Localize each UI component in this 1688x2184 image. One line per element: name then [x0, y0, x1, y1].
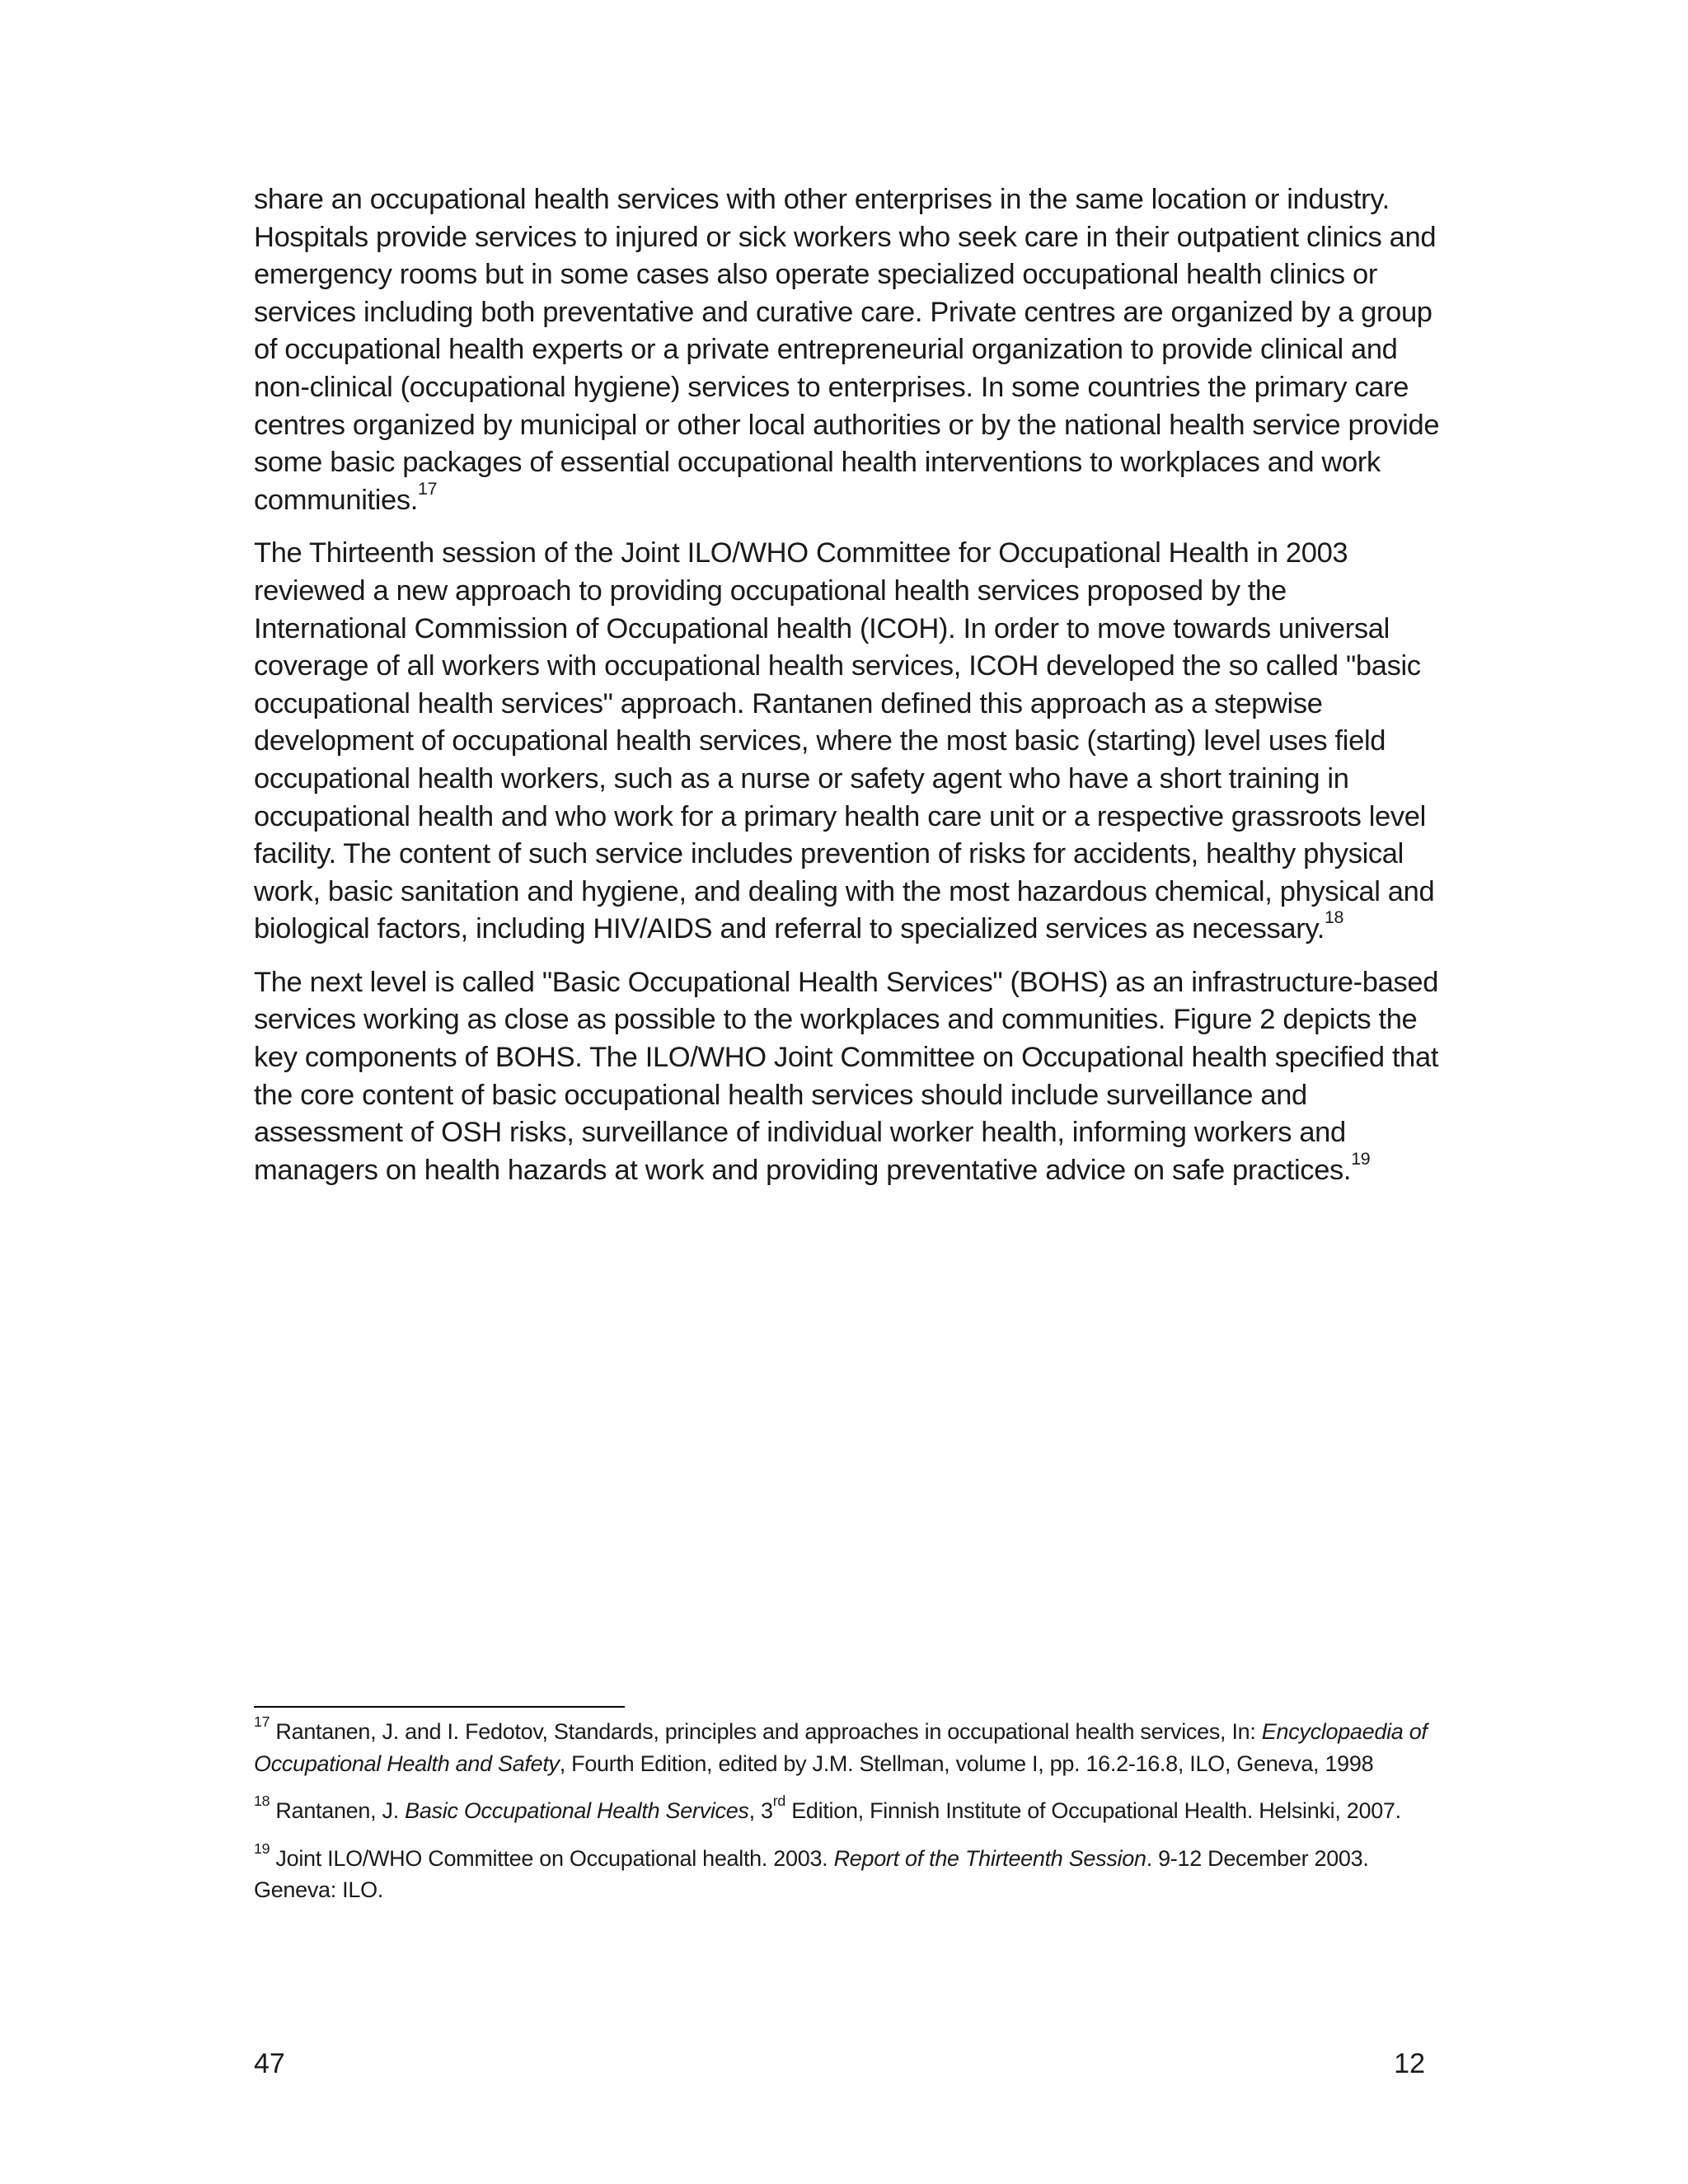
- footnote-number: 18: [254, 1792, 270, 1809]
- page-number-right: 12: [1394, 2048, 1425, 2079]
- footnote-17: [254, 1713, 1441, 1779]
- footnote-number: 17: [254, 1713, 270, 1730]
- footnote-title: Encyclopaedia of Occupational Health and Safety: [254, 1719, 1428, 1776]
- footnote-text: . 9-12 December 2003. Geneva: ILO.: [254, 1845, 1369, 1902]
- footnote-text: , 3: [748, 1798, 773, 1823]
- footnote-separator: [254, 1706, 625, 1708]
- paragraph-1: [254, 181, 1441, 519]
- footnote-text: Rantanen, J. and I. Fedotov, Standards, principles and approaches in occupational health services, In:: [270, 1719, 1262, 1744]
- footnote-text: Rantanen, J.: [270, 1798, 406, 1823]
- footnote-text: Joint ILO/WHO Committee on Occupational health. 2003.: [270, 1845, 834, 1871]
- footnote-text: , Fourth Edition, edited by J.M. Stellman, volume I, pp. 16.2-16.8, ILO, Geneva, 1998: [559, 1750, 1374, 1776]
- ordinal-suffix: rd: [772, 1792, 786, 1809]
- footnotes: [254, 1713, 1441, 1922]
- paragraph-3: [254, 964, 1441, 1190]
- footnote-ref-19[interactable]: 19: [1351, 1148, 1371, 1169]
- footnote-ref-18[interactable]: 18: [1325, 907, 1344, 928]
- paragraph-2-text: The Thirteenth session of the Joint ILO/WHO Committee for Occupational Health in 2003 reviewed a new approach to providing occupational health services proposed by the International Commission of Occupational health (ICOH). In order to move towards universal coverage of all workers with occupational health services, ICOH developed the so called "basic occupational health services" approach. Rantanen defined this approach as a stepwise development of occupational health services, where the most basic (starting) level uses field occupational health workers, such as a nurse or safety agent who have a short training in occupational health and who work for a primary health care unit or a respective grassroots level facility. The content of such service includes prevention of risks for accidents, healthy physical work, basic sanitation and hygiene, and dealing with the most hazardous chemical, physical and biological factors, including HIV/AIDS and referral to specialized services as necessary.: [254, 537, 1435, 945]
- paragraph-3-text: The next level is called "Basic Occupational Health Services" (BOHS) as an infrastructure-based services working as close as possible to the workplaces and communities. Figure 2 depicts the key components of BOHS. The ILO/WHO Joint Committee on Occupational health specified that the core content of basic occupational health services should include surveillance and assessment of OSH risks, surveillance of individual worker health, informing workers and managers on health hazards at work and providing preventative advice on safe practices.: [254, 966, 1439, 1186]
- footnote-title: Report of the Thirteenth Session: [833, 1845, 1146, 1871]
- footnote-19: [254, 1840, 1441, 1906]
- footnote-title: Basic Occupational Health Services: [405, 1798, 749, 1823]
- footnote-ref-17[interactable]: 17: [418, 478, 438, 499]
- page-number-left: 47: [254, 2048, 285, 2079]
- body-text: [254, 181, 1441, 1205]
- paragraph-2: [254, 535, 1441, 949]
- footnote-18: [254, 1792, 1441, 1827]
- footnote-number: 19: [254, 1840, 270, 1857]
- paragraph-1-text: share an occupational health services with other enterprises in the same location or industry. Hospitals provide services to injured or sick workers who seek care in their outpatient clinics and emergency rooms but in some cases also operate specialized occupational health clinics or services including both preventative and curative care. Private centres are organized by a group of occupational health experts or a private entrepreneurial organization to provide clinical and non-clinical (occupational hygiene) services to enterprises. In some countries the primary care centres organized by municipal or other local authorities or by the national health service provide some basic packages of essential occupational health interventions to workplaces and work communities.: [254, 184, 1440, 516]
- footnote-text: Edition, Finnish Institute of Occupational Health. Helsinki, 2007.: [785, 1798, 1401, 1823]
